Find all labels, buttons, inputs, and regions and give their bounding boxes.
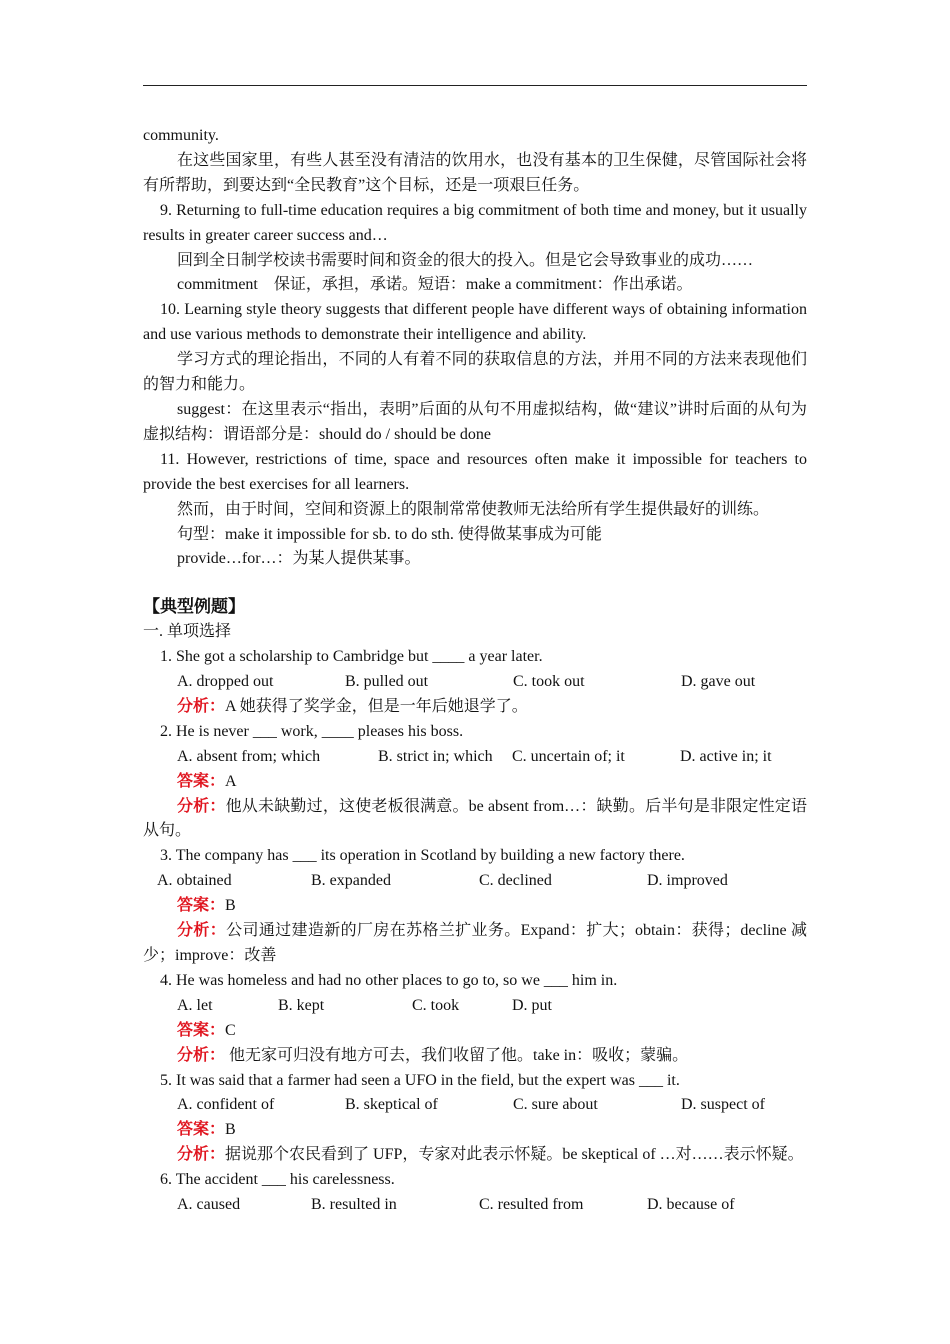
translation-8: 在这些国家里，有些人甚至没有清洁的饮用水，也没有基本的卫生保健，尽管国际社会将有所帮助，到要达到“全民教育”这个目标，还是一项艰巨任务。	[143, 151, 807, 194]
analysis-line	[143, 919, 807, 969]
analysis-text: 据说那个农民看到了 UFP，专家对此表示怀疑。be skeptical of …对……表示怀疑。	[225, 1146, 804, 1164]
analysis-line	[143, 1044, 807, 1069]
item-9: 9. Returning to full-time education requires a big commitment of both time and money, but it usually results in greater career success and…	[143, 201, 807, 244]
text-line: community.	[143, 127, 219, 144]
question-stem: 6. The accident ___ his carelessness.	[160, 1171, 395, 1189]
option-b: B. strict in; which	[378, 747, 493, 765]
options-row	[143, 869, 807, 894]
analysis-label: 分析：	[177, 797, 226, 815]
option-b: B. kept	[278, 996, 325, 1014]
document-body	[143, 124, 807, 1218]
answer-line	[143, 1019, 807, 1044]
analysis-label: 分析：	[177, 922, 227, 940]
answer-line	[143, 1118, 807, 1143]
option-a: A. caused	[177, 1196, 241, 1214]
answer-label: 答案：	[177, 1121, 226, 1139]
answer-line	[143, 770, 807, 795]
option-c: C. took	[412, 996, 460, 1014]
analysis-text: 他从未缺勤过，这使老板很满意。be absent from…：缺勤。后半句是非限定性定语从句。	[143, 797, 807, 840]
answer-label: 答案：	[177, 1021, 226, 1039]
option-a: A. dropped out	[177, 673, 274, 691]
answer-text: A	[225, 772, 237, 790]
answer-label: 答案：	[177, 772, 226, 790]
translation-9: 回到全日制学校读书需要时间和资金的很大的投入。但是它会导致事业的成功……	[177, 251, 754, 269]
question-stem: 5. It was said that a farmer had seen a UFO in the field, but the expert was ___ it.	[160, 1071, 680, 1089]
question-stem: 1. She got a scholarship to Cambridge but ____ a year later.	[160, 648, 543, 666]
option-d: D. put	[512, 996, 552, 1014]
answer-text: C	[225, 1021, 236, 1039]
section-heading: 【典型例题】	[143, 597, 245, 618]
options-row	[143, 745, 807, 770]
option-d: D. gave out	[681, 673, 756, 691]
option-a: A. absent from; which	[177, 747, 321, 765]
translation-10: 学习方式的理论指出，不同的人有着不同的获取信息的方法，并用不同的方法来表现他们的智力和能力。	[143, 351, 807, 394]
option-b: B. skeptical of	[345, 1096, 438, 1114]
analysis-line	[143, 795, 807, 845]
note-9: commitment 保证，承担，承诺。短语：make a commitment：作出承诺。	[177, 276, 693, 294]
note-11b: provide…for…：为某人提供某事。	[177, 550, 421, 568]
item-10: 10. Learning style theory suggests that different people have different ways of obtaining information and use various methods to demonstrate their intelligence and ability.	[143, 301, 807, 344]
option-c: C. sure about	[513, 1096, 598, 1114]
option-c: C. took out	[513, 673, 585, 691]
option-a: A. confident of	[177, 1096, 275, 1114]
option-b: B. pulled out	[345, 673, 429, 691]
answer-text: B	[225, 897, 236, 915]
analysis-label: 分析：	[177, 1046, 226, 1064]
answer-label: 答案：	[177, 897, 226, 915]
answer-line	[143, 894, 807, 919]
translation-11: 然而，由于时间，空间和资源上的限制常常使教师无法给所有学生提供最好的训练。	[177, 500, 770, 518]
question-stem: 3. The company has ___ its operation in Scotland by building a new factory there.	[160, 847, 685, 865]
option-c: C. declined	[479, 872, 552, 890]
answer-text: B	[225, 1121, 236, 1139]
analysis-line	[143, 1143, 807, 1168]
item-11: 11. However, restrictions of time, space and resources often make it impossible for teachers to provide the best exercises for all learners.	[143, 450, 807, 493]
options-row	[143, 994, 807, 1019]
analysis-text: 公司通过建造新的厂房在苏格兰扩业务。Expand：扩大；obtain：获得；decline 减少；improve：改善	[143, 922, 807, 964]
analysis-label: 分析：	[177, 697, 226, 715]
note-11a: 句型：make it impossible for sb. to do sth. 使得做某事成为可能	[177, 525, 602, 543]
analysis-text: 他无家可归没有地方可去，我们收留了他。take in：吸收；蒙骗。	[225, 1046, 689, 1064]
option-c: C. uncertain of; it	[512, 747, 625, 765]
question-stem: 2. He is never ___ work, ____ pleases his boss.	[160, 722, 464, 740]
section-subheading: 一. 单项选择	[143, 623, 232, 641]
option-a: A. obtained	[157, 872, 232, 890]
options-row	[143, 670, 807, 695]
option-b: B. expanded	[311, 872, 391, 890]
option-c: C. resulted from	[479, 1196, 584, 1214]
header-rule	[143, 85, 807, 86]
question-stem: 4. He was homeless and had no other places to go to, so we ___ him in.	[160, 971, 618, 989]
analysis-line	[143, 695, 807, 720]
option-b: B. resulted in	[311, 1196, 397, 1214]
option-d: D. improved	[647, 872, 728, 890]
note-10: suggest：在这里表示“指出，表明”后面的从句不用虚拟结构，做“建议”讲时后面的从句为虚拟结构：谓语部分是：should do / should be done	[143, 400, 807, 443]
analysis-text: A 她获得了奖学金，但是一年后她退学了。	[225, 697, 528, 715]
option-d: D. active in; it	[680, 747, 772, 765]
option-d: D. because of	[647, 1196, 735, 1214]
options-row	[143, 1093, 807, 1118]
option-d: D. suspect of	[681, 1096, 765, 1114]
options-row	[143, 1193, 807, 1218]
analysis-label: 分析：	[177, 1146, 226, 1164]
option-a: A. let	[177, 996, 213, 1014]
